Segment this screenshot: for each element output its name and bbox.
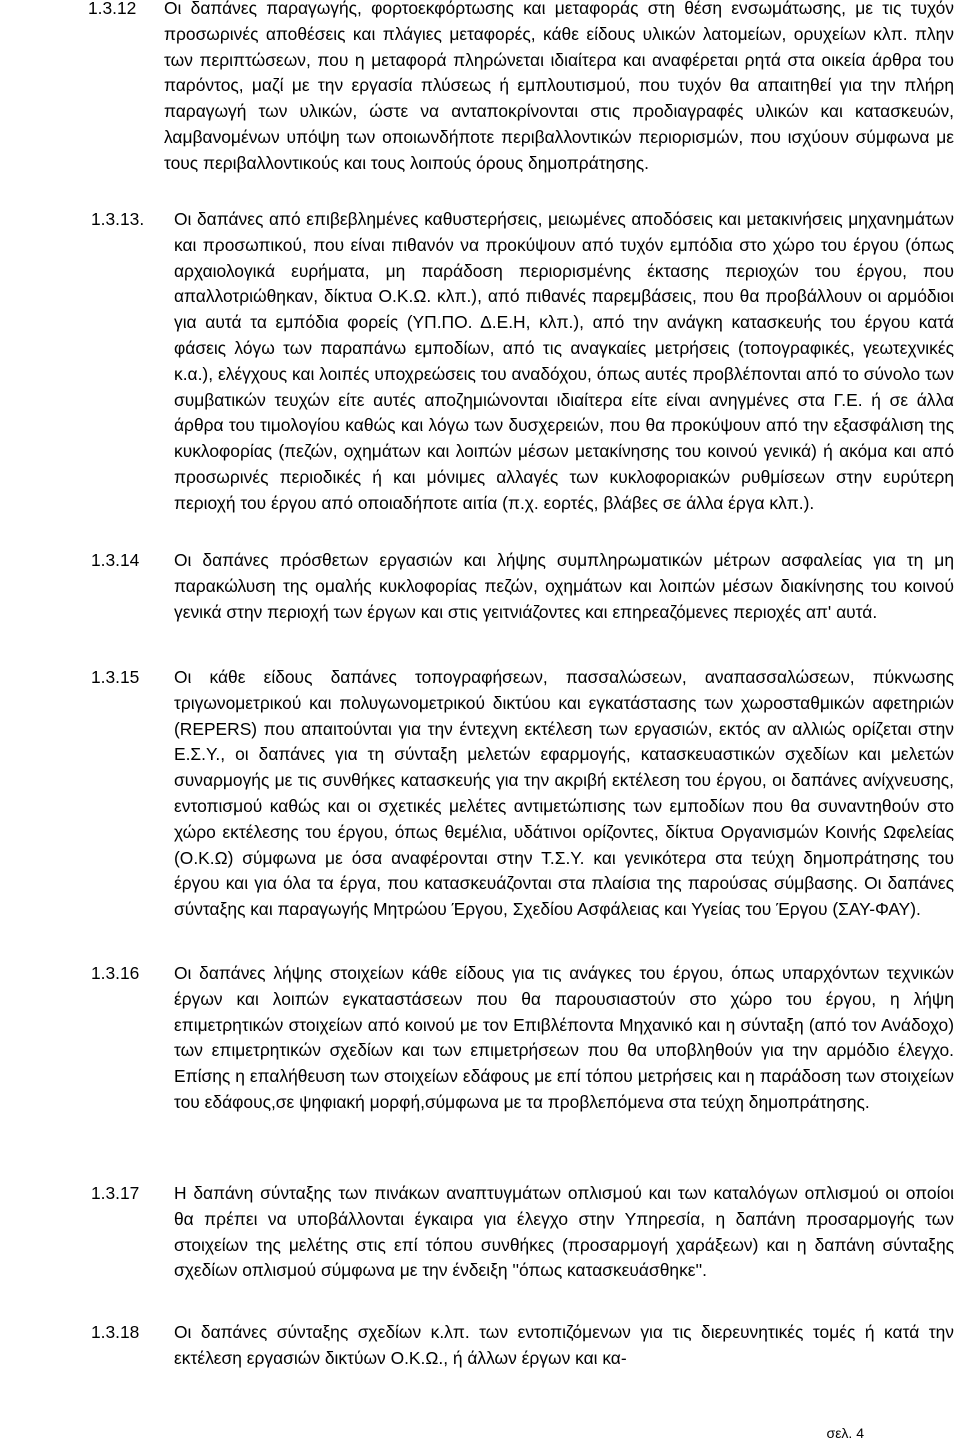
section-text: Οι δαπάνες πρόσθετων εργασιών και λήψης συμπληρωματικών μέτρων ασφαλείας για τη μη παρακώλυση της ομαλής κυκλοφορίας πεζών, οχημάτων και λοιπών μέσων διακίνησης του κοινού γενικά στην περιοχή των έργων και στις γειτνιάζοντες και επηρεαζόμενες περιοχές απ' αυτά. [174,550,954,622]
section-text: Οι δαπάνες σύνταξης σχεδίων κ.λπ. των εντοπιζόμενων για τις διερευνητικές τομές ή κατά την εκτέλεση εργασιών δικτύων Ο.Κ.Ω., ή άλλων έργων και κα- [174,1322,954,1368]
section-text: Οι κάθε είδους δαπάνες τοπογραφήσεων, πασσαλώσεων, αναπασσαλώσεων, πύκνωσης τριγωνομετρικού και πολυγωνομετρικού δικτύου και εγκατάστασης των χωροσταθμικών αφετηριών (REPERS) που απαιτούνται για την έντεχνη εκτέλεση των εργασιών, εκτός αν αλλιώς ορίζεται στην Ε.Σ.Υ., οι δαπάνες για τη σύνταξη μελετών εφαρμογής, κατασκευαστικών σχεδίων και μελετών συναρμογής με τις συνθήκες κατασκευής για την ακριβή εκτέλεση του έργου, οι δαπάνες ανίχνευσης, εντοπισμού καθώς και οι σχετικές μελέτες αντιμετώπισης των εμποδίων που θα συναντηθούν στο χώρο εκτέλεσης του έργου, όπως θεμέλια, υδάτινοι ορίζοντες, δίκτυα Οργανισμών Κοινής Ωφελείας (Ο.Κ.Ω) σύμφωνα με όσα αναφέρονται στην Τ.Σ.Υ. και γενικότερα στα τεύχη δημοπράτησης του έργου και για όλα τα έργα, που κατασκευάζονται στα πλαίσια της παρούσας σύμβασης. Οι δαπάνες σύνταξης και παραγωγής Μητρώου Έργου, Σχεδίου Ασφάλειας και Υγείας του Έργου (ΣΑΥ-ΦΑΥ). [174,667,954,920]
section-number: 1.3.13. [91,209,145,229]
page-number: σελ. 4 [826,1425,864,1441]
section-number: 1.3.16 [91,963,140,983]
section-text: Η δαπάνη σύνταξης των πινάκων αναπτυγμάτων οπλισμού και των καταλόγων οπλισμού οι οποίοι θα πρέπει να υποβάλλονται έγκαιρα για έλεγχο στην Υπηρεσία, η δαπάνη προσαρμογής των στοιχείων της μελέτης στις επί τόπου συνθήκες (προσαρμογή χαράξεων) και η δαπάνη σύνταξης σχεδίων οπλισμού σύμφωνα με την ένδειξη ''όπως κατασκευάσθηκε''. [174,1183,954,1281]
section-number: 1.3.14 [91,550,140,570]
section-number: 1.3.17 [91,1183,140,1203]
section-text: Οι δαπάνες παραγωγής, φορτοεκφόρτωσης και μεταφοράς στη θέση ενσωμάτωσης, με τις τυχόν προσωρινές αποθέσεις και πλάγιες μεταφορές, κάθε είδους υλικών λατομείων, ορυχείων κλπ. πλην των περιπτώσεων, που η μεταφορά πληρώνεται ιδιαίτερα και αναφέρεται ρητά στα οικεία άρθρα του παρόντος, μαζί με την εργασία πλύσεως ή εμπλουτισμού, που τυχόν θα απαιτηθεί για την πλήρη παραγωγή των υλικών, ώστε να ανταποκρίνονται στις προδιαγραφές υλικών και κατασκευών, λαμβανομένων υπόψη των οποιωνδήποτε περιβαλλοντικών περιορισμών, που ισχύουν σύμφωνα με τους περιβαλλοντικούς και τους λοιπούς όρους δημοπράτησης. [164,0,954,173]
section-text: Οι δαπάνες λήψης στοιχείων κάθε είδους για τις ανάγκες του έργου, όπως υπαρχόντων τεχνικών έργων και λοιπών εγκαταστάσεων που θα παρουσιαστούν στο χώρο του έργου, η λήψη επιμετρητικών στοιχείων από κοινού με τον Επιβλέποντα Μηχανικό και η σύνταξη (από τον Ανάδοχο) των επιμετρητικών σχεδίων και των επιμετρήσεων που θα υποβληθούν για την αρμόδιο έλεγχο. Επίσης η επαλήθευση των στοιχείων εδάφους με επί τόπου μετρήσεις και η παράδοση των στοιχείων του εδάφους,σε ψηφιακή μορφή,σύμφωνα με τα προβλεπόμενα στα τεύχη δημοπράτησης. [174,963,954,1112]
section-number: 1.3.15 [91,667,140,687]
section-number: 1.3.18 [91,1322,140,1342]
section-text: Οι δαπάνες από επιβεβλημένες καθυστερήσεις, μειωμένες αποδόσεις και μετακινήσεις μηχανημάτων και προσωπικού, που είναι πιθανόν να προκύψουν από τυχόν εμπόδια στο χώρο του έργου (όπως αρχαιολογικά ευρήματα, μη παράδοση περιορισμένης έκτασης περιοχών του έργου, που απαλλοτριώθηκαν, δίκτυα Ο.Κ.Ω. κλπ.), από πιθανές παρεμβάσεις, που θα προβάλλουν οι αρμόδιοι για αυτά τα εμπόδια φορείς (ΥΠ.ΠΟ. Δ.Ε.Η, κλπ.), από την ανάγκη κατασκευής του έργου κατά φάσεις λόγω των παραπάνω εμποδίων, από τις αναγκαίες μετρήσεις (τοπογραφικές, γεωτεχνικές κ.α.), ελέγχους και λοιπές υποχρεώσεις του αναδόχου, όπως αυτές προβλέπονται από το σύνολο των συμβατικών τευχών είτε αυτές αποζημιώνονται ιδιαίτερα είτε είναι ανηγμένες στα Γ.Ε. ή σε άλλα άρθρα του τιμολογίου καθώς και λόγω των δυσχερειών, που θα προκύψουν από την εξασφάλιση της κυκλοφορίας (πεζών, οχημάτων και λοιπών μέσων μετακίνησης του κοινού γενικά) ή ακόμα και από προσωρινές περιοδικές ή και μόνιμες αλλαγές των κυκλοφοριακών ρυθμίσεων στην ευρύτερη περιοχή του έργου από οποιαδήποτε αιτία (π.χ. εορτές, βλάβες σε άλλα έργα κλπ.). [174,209,954,513]
section-number: 1.3.12 [88,0,137,18]
